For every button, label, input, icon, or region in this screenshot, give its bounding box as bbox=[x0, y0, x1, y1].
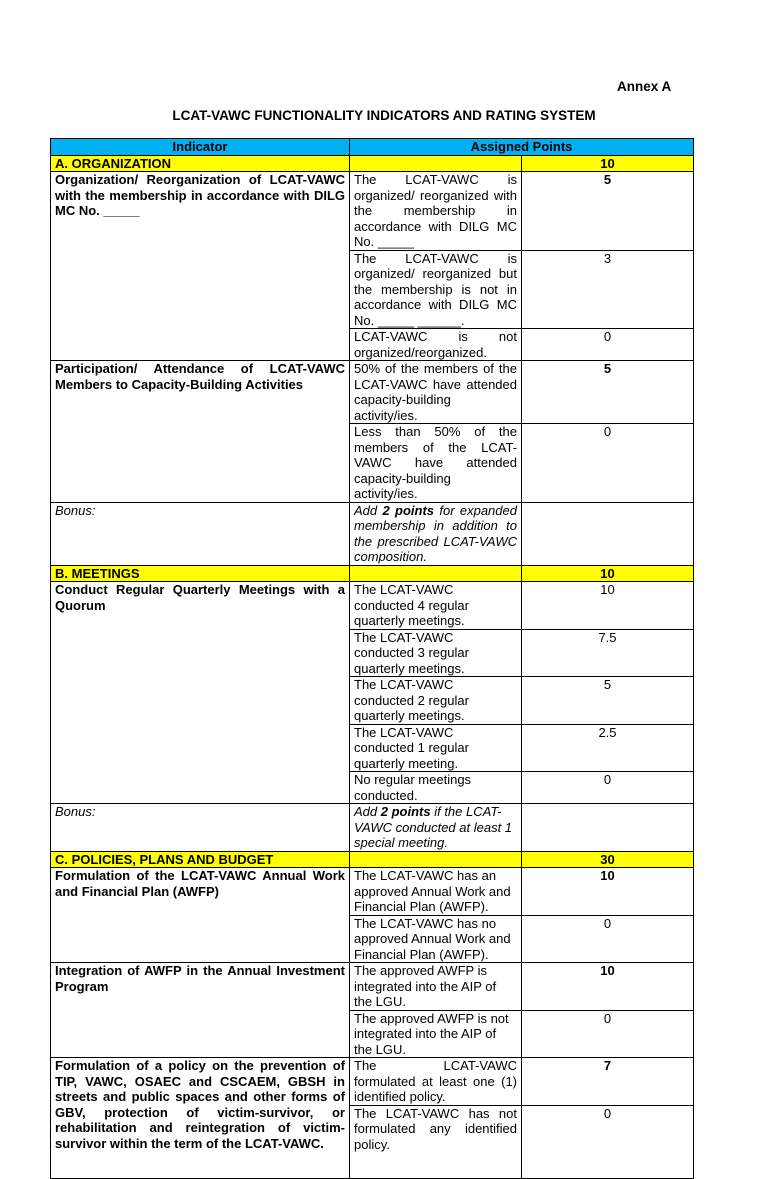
criterion-cell: The LCAT-VAWC formulated at least one (1) identified policy. bbox=[350, 1058, 522, 1106]
points-cell: 7.5 bbox=[522, 629, 694, 677]
annex-label: Annex A bbox=[617, 79, 672, 94]
indicator-cell: Integration of AWFP in the Annual Investment Program bbox=[51, 963, 350, 1058]
table-row bbox=[51, 1058, 694, 1106]
table-row bbox=[51, 963, 694, 1011]
document-title: LCAT-VAWC FUNCTIONALITY INDICATORS AND RATING SYSTEM bbox=[172, 108, 596, 123]
points-cell: 2.5 bbox=[522, 724, 694, 772]
bonus-row bbox=[51, 502, 694, 565]
header-indicator: Indicator bbox=[51, 139, 350, 156]
indicator-cell: Conduct Regular Quarterly Meetings with a Quorum bbox=[51, 582, 350, 804]
bonus-label: Bonus: bbox=[51, 502, 350, 565]
criterion-cell: LCAT-VAWC is not organized/reorganized. bbox=[350, 329, 522, 361]
criterion-cell: The LCAT-VAWC conducted 4 regular quarterly meetings. bbox=[350, 582, 522, 630]
points-cell: 5 bbox=[522, 677, 694, 725]
table-row bbox=[51, 172, 694, 251]
table-row bbox=[51, 582, 694, 630]
table-row bbox=[51, 868, 694, 916]
points-cell: 0 bbox=[522, 424, 694, 503]
criterion-cell: No regular meetings conducted. bbox=[350, 772, 522, 804]
points-cell: 10 bbox=[522, 963, 694, 1011]
points-cell: 0 bbox=[522, 915, 694, 963]
criterion-cell: Less than 50% of the members of the LCAT-VAWC have attended capacity-building activity/ies. bbox=[350, 424, 522, 503]
points-cell: 10 bbox=[522, 582, 694, 630]
criterion-cell: 50% of the members of the LCAT-VAWC have attended capacity-building activity/ies. bbox=[350, 361, 522, 424]
indicators-table bbox=[50, 138, 694, 1179]
criterion-cell: The LCAT-VAWC conducted 3 regular quarterly meetings. bbox=[350, 629, 522, 677]
criterion-cell: The LCAT-VAWC is organized/ reorganized but the membership is not in accordance with DILG MC No. _____ ______. bbox=[350, 250, 522, 329]
bonus-text: Add 2 points if the LCAT-VAWC conducted at least 1 special meeting. bbox=[350, 804, 522, 852]
indicator-cell: Organization/ Reorganization of LCAT-VAWC with the membership in accordance with DILG MC No. _____ bbox=[51, 172, 350, 361]
points-cell: 5 bbox=[522, 361, 694, 424]
points-cell: 5 bbox=[522, 172, 694, 251]
section-row-policies bbox=[51, 851, 694, 868]
criterion-cell: The approved AWFP is not integrated into the AIP of the LGU. bbox=[350, 1010, 522, 1058]
indicator-cell: Formulation of the LCAT-VAWC Annual Work and Financial Plan (AWFP) bbox=[51, 868, 350, 963]
bonus-text: Add 2 points for expanded membership in addition to the prescribed LCAT-VAWC composition. bbox=[350, 502, 522, 565]
criterion-cell: The LCAT-VAWC has an approved Annual Work and Financial Plan (AWFP). bbox=[350, 868, 522, 916]
criterion-cell: The LCAT-VAWC has no approved Annual Work and Financial Plan (AWFP). bbox=[350, 915, 522, 963]
section-points: 30 bbox=[522, 851, 694, 868]
points-cell: 0 bbox=[522, 1010, 694, 1058]
table-row bbox=[51, 361, 694, 424]
criterion-cell: The LCAT-VAWC is organized/ reorganized with the membership in accordance with DILG MC No. _____ bbox=[350, 172, 522, 251]
criterion-cell: The LCAT-VAWC has not formulated any identified policy. bbox=[350, 1105, 522, 1178]
points-cell: 7 bbox=[522, 1058, 694, 1106]
section-points: 10 bbox=[522, 155, 694, 172]
section-label: C. POLICIES, PLANS AND BUDGET bbox=[51, 851, 350, 868]
points-cell: 0 bbox=[522, 329, 694, 361]
criterion-cell: The approved AWFP is integrated into the AIP of the LGU. bbox=[350, 963, 522, 1011]
section-points: 10 bbox=[522, 565, 694, 582]
section-label: A. ORGANIZATION bbox=[51, 155, 350, 172]
criterion-cell: The LCAT-VAWC conducted 1 regular quarterly meeting. bbox=[350, 724, 522, 772]
header-assigned-points: Assigned Points bbox=[350, 139, 694, 156]
criterion-cell: The LCAT-VAWC conducted 2 regular quarterly meetings. bbox=[350, 677, 522, 725]
points-cell: 0 bbox=[522, 1105, 694, 1178]
section-label: B. MEETINGS bbox=[51, 565, 350, 582]
bonus-row bbox=[51, 804, 694, 852]
points-cell: 3 bbox=[522, 250, 694, 329]
section-row-meetings bbox=[51, 565, 694, 582]
indicator-cell: Formulation of a policy on the prevention of TIP, VAWC, OSAEC and CSCAEM, GBSH in streets and public spaces and other forms of GBV, protection of victim-survivor, or rehabilitation and reintegration of victim-survivor within the term of the LCAT-VAWC. bbox=[51, 1058, 350, 1179]
points-cell: 10 bbox=[522, 868, 694, 916]
indicator-cell: Participation/ Attendance of LCAT-VAWC Members to Capacity-Building Activities bbox=[51, 361, 350, 503]
points-cell: 0 bbox=[522, 772, 694, 804]
section-row-organization bbox=[51, 155, 694, 172]
table-header-row bbox=[51, 139, 694, 156]
bonus-label: Bonus: bbox=[51, 804, 350, 852]
